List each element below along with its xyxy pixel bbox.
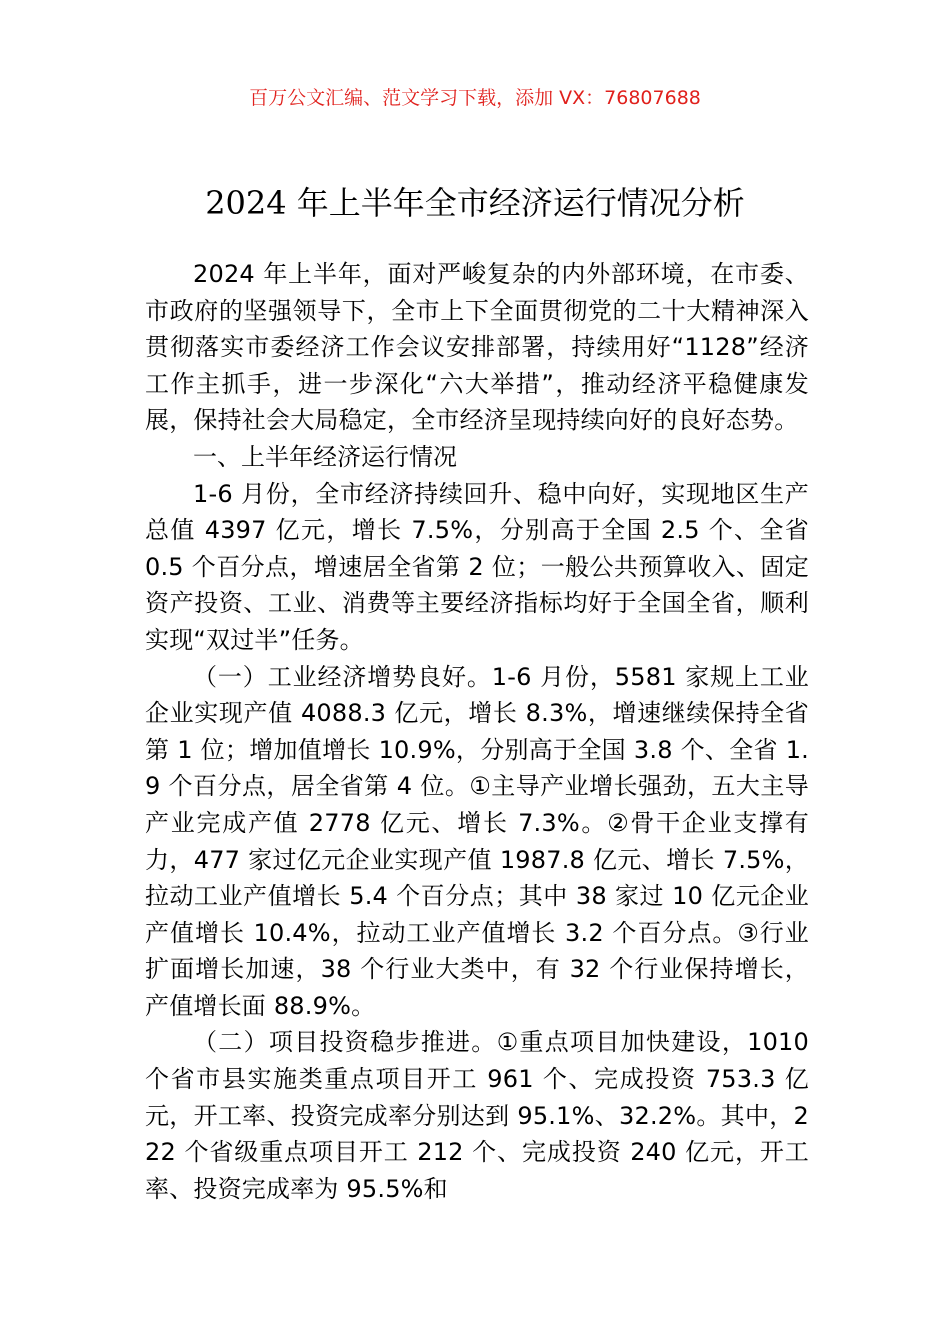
summary-paragraph: 1-6 月份，全市经济持续回升、稳中向好，实现地区生产总值 4397 亿元，增长 7.5%，分别高于全国 2.5 个、全省 0.5 个百分点，增速居全省第 2 位；一般公共预算收入、固定资产投资、工业、消费等主要经济指标均好于全国全省，顺利实现“双过半”任务。 [145,479,809,654]
document-body [145,256,809,1207]
document-title: 2024 年上半年全市经济运行情况分析 [205,184,745,222]
investment-paragraph: （二）项目投资稳步推进。①重点项目加快建设，1010 个省市县实施类重点项目开工 961 个、完成投资 753.3 亿元，开工率、投资完成率分别达到 95.1%、32.2%。其中，222 个省级重点项目开工 212 个、完成投资 240 亿元，开工率、投资完成率为 95.5%和 [145,1028,809,1203]
watermark-banner: 百万公文汇编、范文学习下载，添加 VX：76807688 [249,87,701,109]
section-heading-1: 一、上半年经济运行情况 [193,442,457,471]
industry-paragraph: （一）工业经济增势良好。1-6 月份，5581 家规上工业企业实现产值 4088.3 亿元，增长 8.3%，增速继续保持全省第 1 位；增加值增长 10.9%，分别高于全国 3.8 个、全省 1.9 个百分点，居全省第 4 位。①主导产业增长强劲，五大主导产业完成产值 2778 亿元、增长 7.3%。②骨干企业支撑有力，477 家过亿元企业实现产值 1987.8 亿元、增长 7.5%，拉动工业产值增长 5.4 个百分点；其中 38 家过 10 亿元企业产值增长 10.4%，拉动工业产值增长 3.2 个百分点。③行业扩面增长加速，38 个行业大类中，有 32 个行业保持增长，产值增长面 88.9%。 [145,662,809,1020]
intro-paragraph: 2024 年上半年，面对严峻复杂的内外部环境，在市委、市政府的坚强领导下，全市上下全面贯彻党的二十大精神深入贯彻落实市委经济工作会议安排部署，持续用好“1128”经济工作主抓手，进一步深化“六大举措”，推动经济平稳健康发展，保持社会大局稳定，全市经济呈现持续向好的良好态势。 [145,260,809,435]
